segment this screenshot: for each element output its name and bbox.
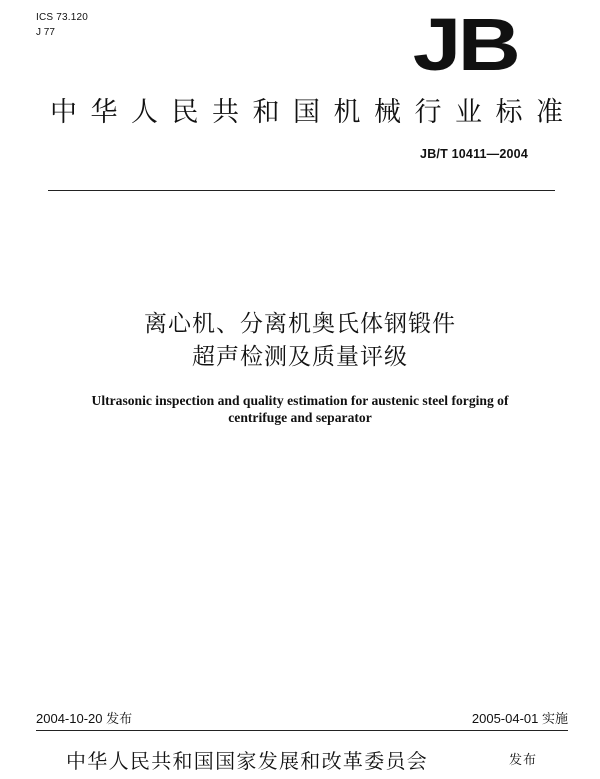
jb-logo-text: JB <box>412 10 518 78</box>
standard-title: 中华人民共和国机械行业标准 <box>50 97 577 128</box>
top-divider <box>48 190 555 191</box>
bottom-divider <box>36 730 568 731</box>
standard-number: JB/T 10411—2004 <box>420 147 528 161</box>
ics-code: ICS 73.120 <box>36 12 89 23</box>
implement-date: 2005-04-01 实施 <box>471 711 568 726</box>
title-en-line1: Ultrasonic inspection and quality estimation for austenic steel forging of <box>91 393 509 408</box>
jb-logo <box>405 10 525 78</box>
issuer: 中华人民共和国国家发展和改革委员会 <box>66 749 429 773</box>
title-cn-line2: 超声检测及质量评级 <box>192 344 408 370</box>
title-en-line2: centrifuge and separator <box>228 410 372 425</box>
issue-date: 2004-10-20 发布 <box>36 711 133 726</box>
title-cn-line1: 离心机、分离机奥氏体钢锻件 <box>144 311 456 337</box>
ccs-code: J 77 <box>36 27 55 38</box>
issuer-suffix: 发布 <box>509 753 538 768</box>
